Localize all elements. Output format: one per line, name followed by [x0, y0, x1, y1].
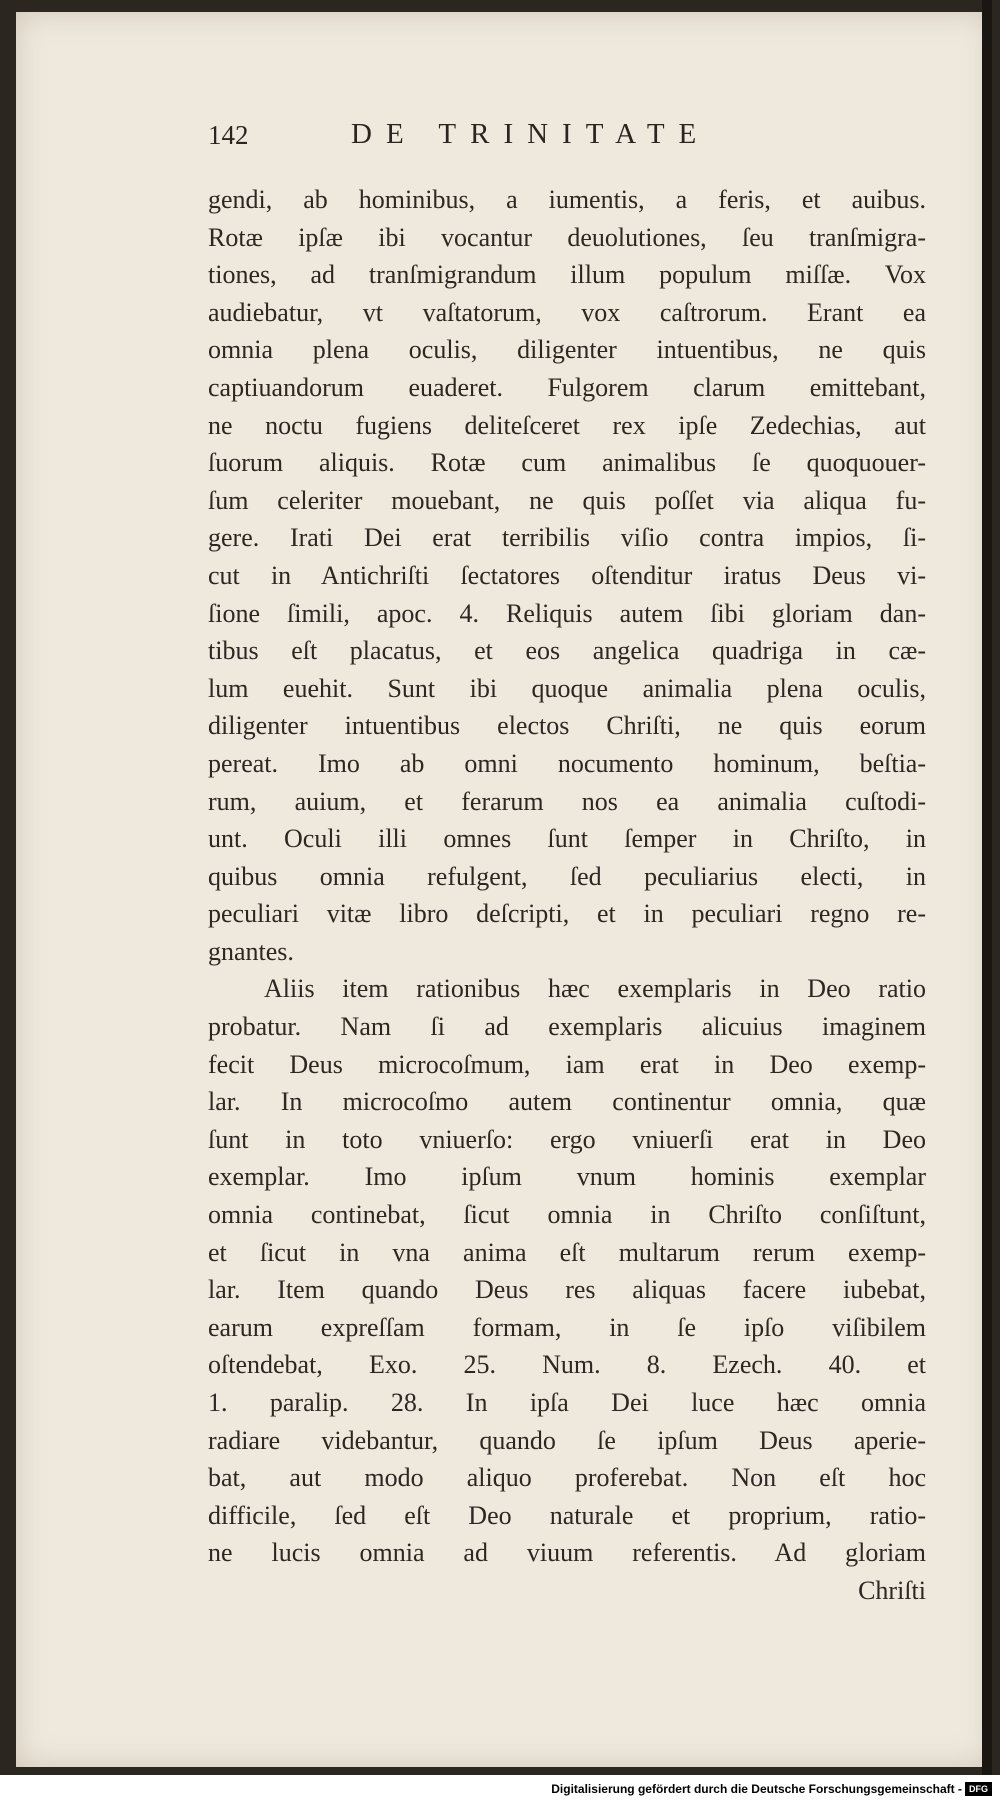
- dfg-logo: DFG: [965, 1782, 992, 1796]
- text-line: audiebatur, vt vaſtatorum, vox caſtrorum. Erant ea: [208, 297, 926, 327]
- text-line: Rotæ ipſæ ibi vocantur deuolutiones, ſeu tranſmigra-: [208, 222, 926, 252]
- text-line: lum euehit. Sunt ibi quoque animalia plena oculis,: [208, 673, 926, 703]
- text-line: lar. In microcoſmo autem continentur omnia, quæ: [208, 1087, 926, 1117]
- text-line: rum, auium, et ferarum nos ea animalia cuſtodi-: [208, 786, 926, 816]
- text-line: 1. paralip. 28. In ipſa Dei luce hæc omnia: [208, 1388, 926, 1417]
- text-line: tibus eſt placatus, et eos angelica quadriga in cæ-: [208, 636, 926, 666]
- text-line: cut in Antichriſti ſectatores oſtenditur iratus Deus vi-: [208, 560, 926, 590]
- paragraph-start-line: Aliis item rationibus hæc exemplaris in Deo ratio: [264, 974, 926, 1004]
- text-line: earum expreſſam formam, in ſe ipſo viſibilem: [208, 1312, 926, 1342]
- text-line: exemplar. Imo ipſum vnum hominis exemplar: [208, 1162, 926, 1192]
- text-line: unt. Oculi illi omnes ſunt ſemper in Chriſto, in: [208, 824, 926, 854]
- catchword: Chriſti: [858, 1575, 926, 1605]
- page-header: [208, 118, 788, 158]
- text-line: ſuorum aliquis. Rotæ cum animalibus ſe quoquouer-: [208, 448, 926, 478]
- text-line: radiare videbantur, quando ſe ipſum Deus aperie-: [208, 1425, 926, 1455]
- text-line: difficile, ſed eſt Deo naturale et proprium, ratio-: [208, 1500, 926, 1530]
- text-line: fecit Deus microcoſmum, iam erat in Deo exemp-: [208, 1049, 926, 1079]
- book-spine-edge: [982, 0, 992, 1775]
- text-line: et ſicut in vna anima eſt multarum rerum exemp-: [208, 1237, 926, 1267]
- running-title: DE TRINITATE: [351, 118, 711, 150]
- body-text: [208, 181, 926, 1610]
- text-line: captiuandorum euaderet. Fulgorem clarum emittebant,: [208, 372, 926, 402]
- text-line: ſum celeriter mouebant, ne quis poſſet via aliqua fu-: [208, 485, 926, 515]
- text-line: omnia plena oculis, diligenter intuentibus, ne quis: [208, 335, 926, 365]
- text-line: omnia continebat, ſicut omnia in Chriſto conſiſtunt,: [208, 1200, 926, 1230]
- text-line: gendi, ab hominibus, a iumentis, a feris, et auibus.: [208, 185, 926, 214]
- text-line: probatur. Nam ſi ad exemplaris alicuius imaginem: [208, 1012, 926, 1042]
- text-line: ſunt in toto vniuerſo: ergo vniuerſi erat in Deo: [208, 1124, 926, 1154]
- text-line: quibus omnia refulgent, ſed peculiarius electi, in: [208, 861, 926, 891]
- text-line: bat, aut modo aliquo proferebat. Non eſt hoc: [208, 1463, 926, 1493]
- text-line: ne noctu fugiens deliteſceret rex ipſe Zedechias, aut: [208, 410, 926, 440]
- text-line: tiones, ad tranſmigrandum illum populum miſſæ. Vox: [208, 260, 926, 290]
- text-line: gere. Irati Dei erat terribilis viſio contra impios, ſi-: [208, 523, 926, 553]
- text-line: diligenter intuentibus electos Chriſti, ne quis eorum: [208, 711, 926, 741]
- text-line: peculiari vitæ libro deſcripti, et in peculiari regno re-: [208, 899, 926, 929]
- text-line: oſtendebat, Exo. 25. Num. 8. Ezech. 40. et: [208, 1350, 926, 1380]
- text-line: ſione ſimili, apoc. 4. Reliquis autem ſibi gloriam dan-: [208, 598, 926, 628]
- text-line: lar. Item quando Deus res aliquas facere iubebat,: [208, 1275, 926, 1305]
- digitization-footer: [0, 1775, 1000, 1803]
- funding-credit: Digitalisierung gefördert durch die Deutsche Forschungsgemeinschaft -: [551, 1782, 962, 1796]
- paragraph-end-line: gnantes.: [208, 936, 294, 966]
- text-line: pereat. Imo ab omni nocumento hominum, beſtia-: [208, 748, 926, 778]
- text-line: ne lucis omnia ad viuum referentis. Ad gloriam: [208, 1538, 926, 1568]
- page-number: 142: [208, 120, 249, 150]
